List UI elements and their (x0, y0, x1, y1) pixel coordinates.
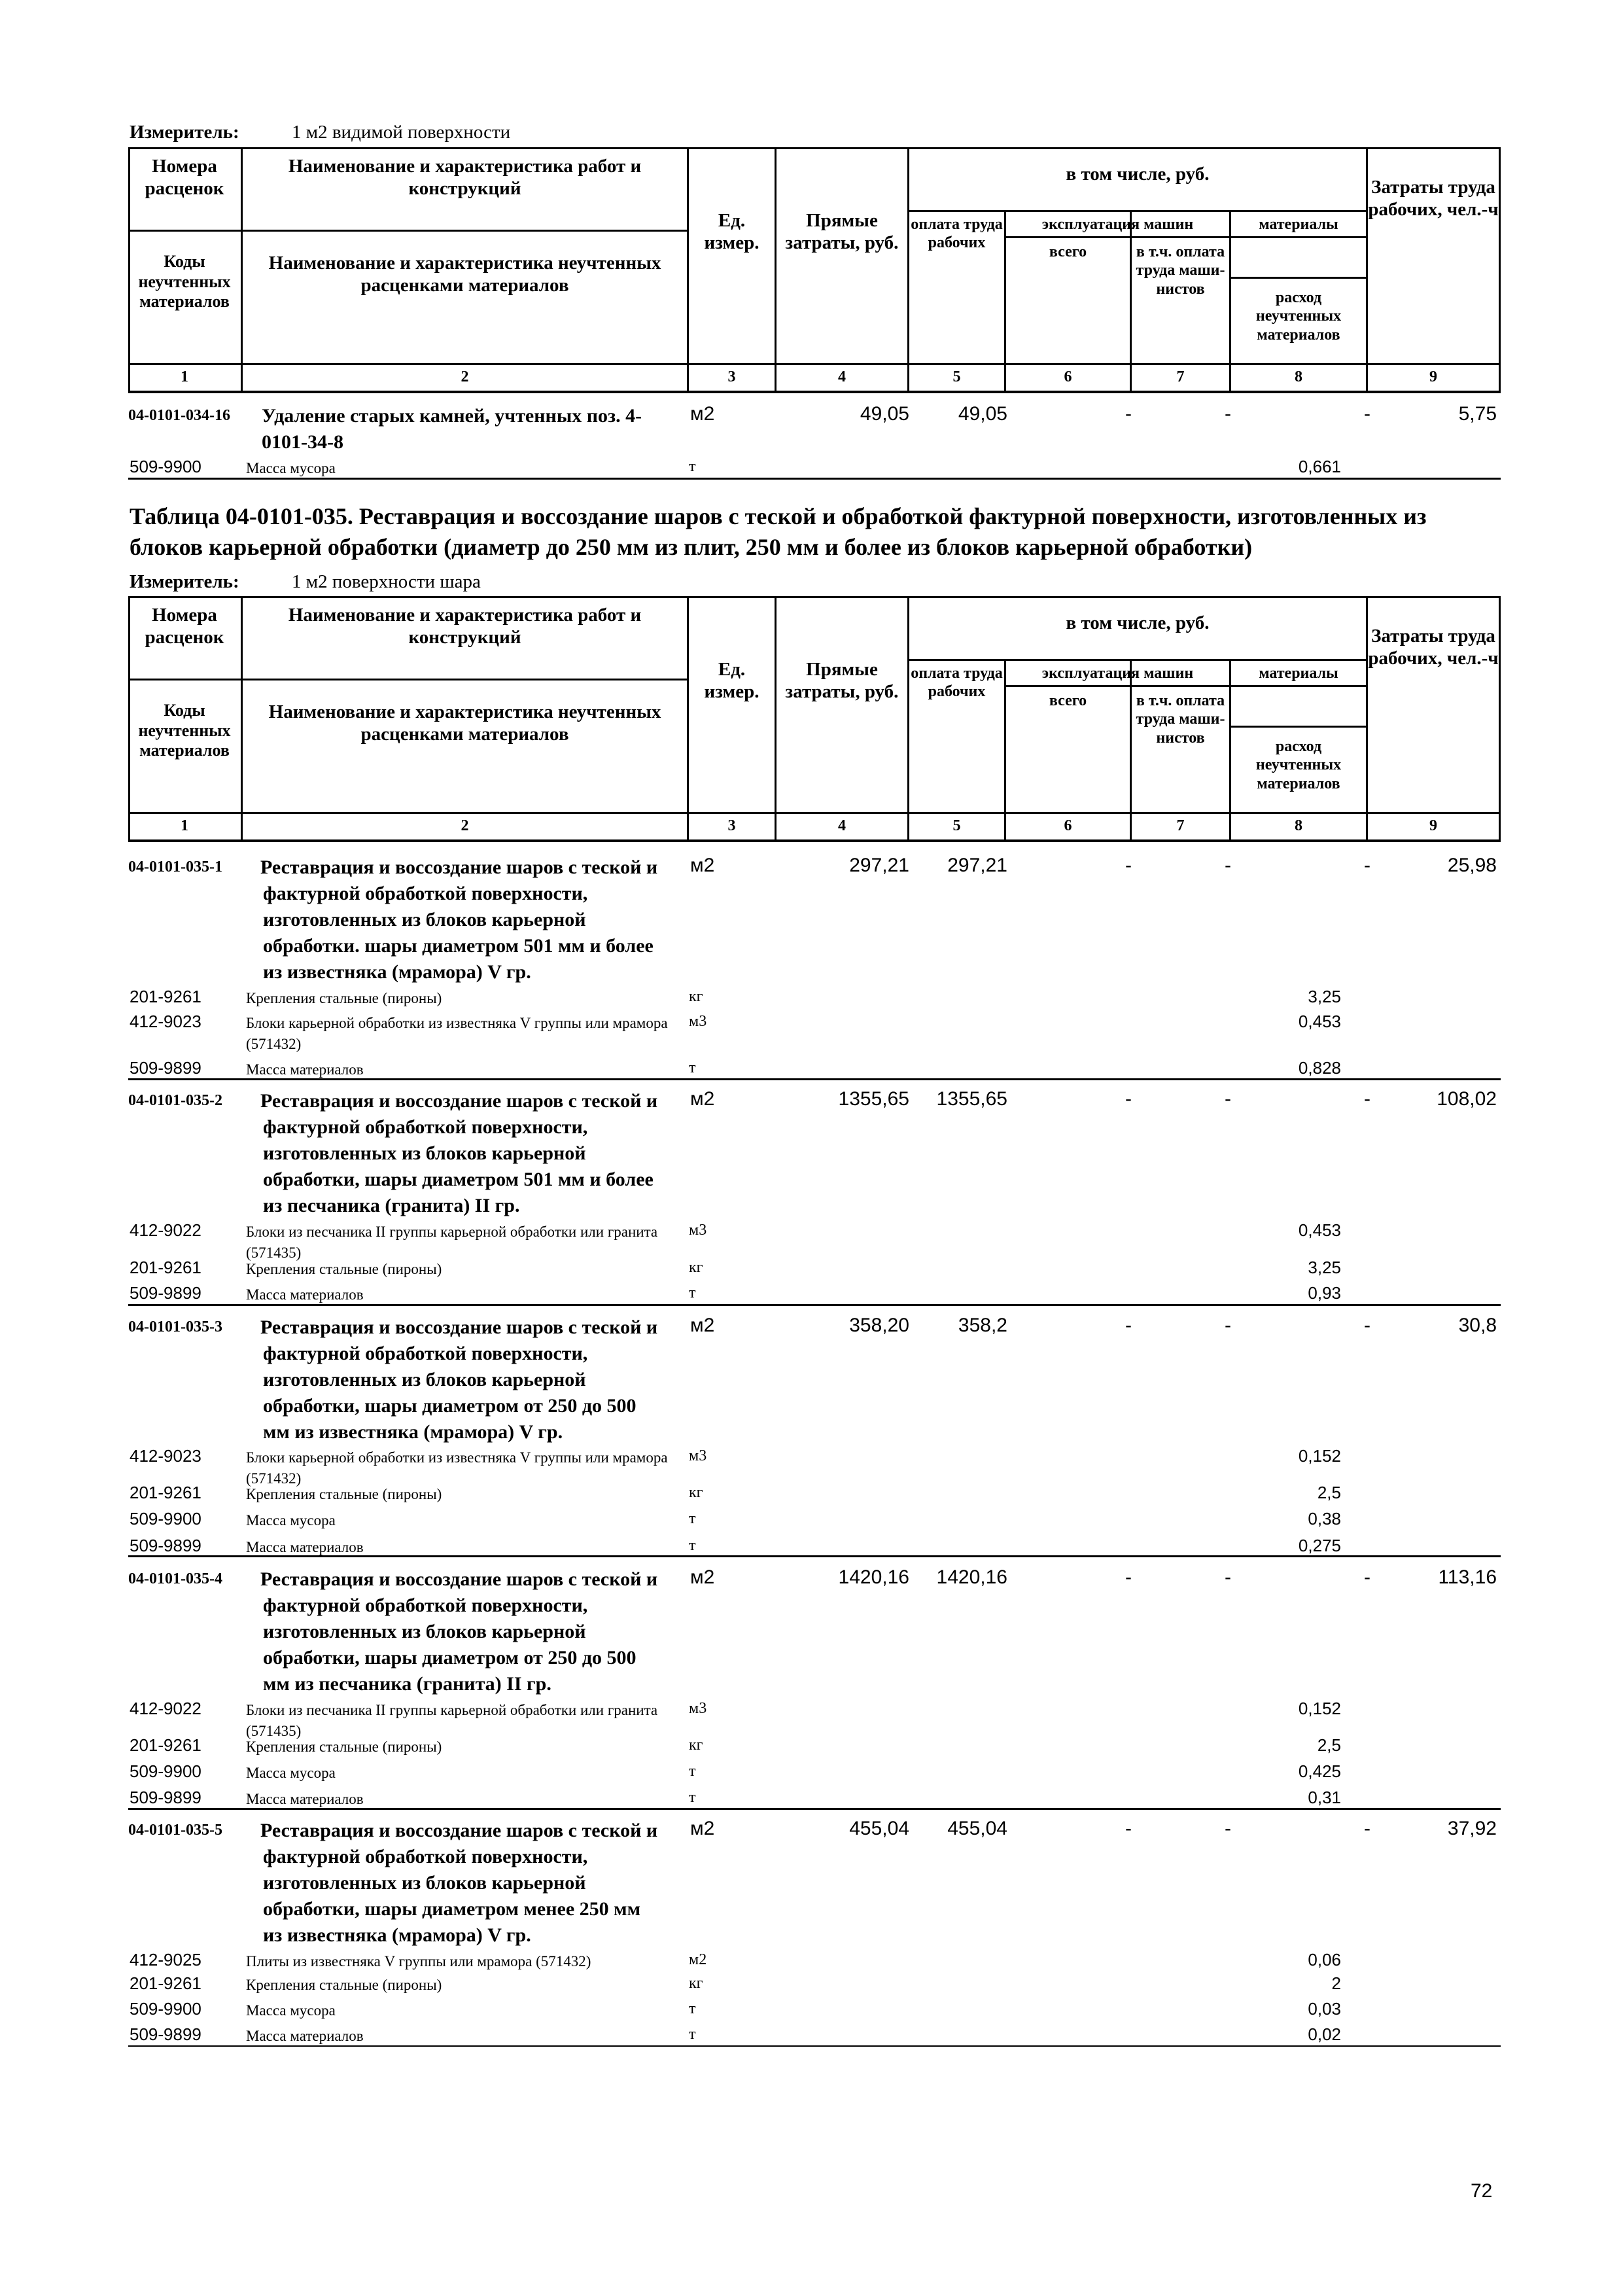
rate-name-line: мм из песчаника (гранита) II гр. (263, 1672, 551, 1695)
material-name: Блоки карьерной обработки из известняка V группы или мрамора (571432) (246, 1015, 668, 1053)
rate-name-line: обработки, шары диаметром 501 мм и более (263, 1168, 654, 1190)
h1-header-v-t-ch: в т.ч. оплата труда маши- нистов (1136, 243, 1225, 298)
material-qty: 0,02 (1308, 2024, 1341, 2044)
rate-code: 04-0101-035-5 (128, 1822, 222, 1839)
materials-cost: - (1364, 1566, 1370, 1588)
material-name: Масса материалов (246, 1539, 364, 1555)
h2-col-number: 8 (1295, 817, 1302, 834)
material-unit: м3 (689, 1700, 707, 1717)
material-name: Масса мусора (246, 1512, 336, 1528)
rate-name (260, 1088, 695, 1218)
direct-cost: 1420,16 (838, 1566, 909, 1588)
rate-unit: м2 (690, 855, 715, 876)
measure-value-1: 1 м2 видимой поверхности (292, 122, 511, 143)
table-rule (128, 230, 687, 232)
labor-pay: 455,04 (947, 1818, 1007, 1839)
table-rule (907, 659, 1366, 661)
rate-name-line: Реставрация и воссоздание шаров с теской и (260, 1316, 658, 1338)
material-qty: 0,828 (1298, 1058, 1341, 1078)
material-qty: 0,31 (1308, 1788, 1341, 1807)
material-qty: 0,661 (1298, 457, 1341, 476)
material-unit: кг (689, 1975, 703, 1992)
rate-name-line: обработки, шары диаметром от 250 до 500 (263, 1646, 637, 1669)
measure-line-2 (130, 571, 481, 593)
machine-total: - (1125, 1566, 1132, 1588)
machine-total: - (1125, 1818, 1132, 1839)
rate-code: 04-0101-035-1 (128, 858, 222, 875)
table-rule (1004, 211, 1006, 393)
rate-name-line: из известняка (мрамора) V гр. (263, 1924, 531, 1946)
h1-col-number: 8 (1295, 368, 1302, 385)
measure-value-2: 1 м2 поверхности шара (292, 571, 481, 592)
machine-pay: - (1225, 1088, 1231, 1110)
h2-header-zatraty: Затраты труда рабочих, чел.-ч (1368, 626, 1499, 669)
machine-pay: - (1225, 855, 1231, 876)
rate-name-line: обработки, шары диаметром менее 250 мм (263, 1898, 641, 1920)
material-unit: м3 (689, 1447, 707, 1464)
h1-header-ed-izm: Ед. измер. (704, 210, 759, 254)
material-qty: 2,5 (1317, 1735, 1341, 1755)
h1-header-naim-rabot: Наименование и характеристика работ и конструкций (288, 156, 642, 200)
material-code: 509-9899 (130, 2024, 201, 2044)
materials-cost: - (1364, 1818, 1370, 1839)
material-name: Крепления стальные (пироны) (246, 1486, 442, 1502)
h1-header-rashod: расход неучтенных материалов (1255, 289, 1342, 344)
material-unit: т (689, 1510, 696, 1527)
material-unit: кг (689, 1737, 703, 1754)
h2-col-number: 3 (727, 817, 736, 834)
material-name: Масса мусора (246, 460, 336, 476)
row-separator (128, 1078, 1501, 1080)
rate-code: 04-0101-035-3 (128, 1318, 222, 1335)
h1-header-ekspl: эксплуатация машин (1041, 216, 1194, 233)
materials-cost: - (1364, 1088, 1370, 1110)
machine-pay: - (1225, 1566, 1231, 1588)
h2-col-number: 9 (1429, 817, 1437, 834)
rate-name-line: изготовленных из блоков карьерной (263, 908, 586, 930)
rate-unit: м2 (690, 1315, 715, 1336)
machine-total: - (1125, 403, 1132, 425)
rate-unit: м2 (690, 1088, 715, 1110)
material-name: Масса материалов (246, 1061, 364, 1078)
h2-col-number: 6 (1064, 817, 1072, 834)
machine-total: - (1125, 1088, 1132, 1110)
rate-name-line: изготовленных из блоков карьерной (263, 1871, 586, 1894)
table-rule (128, 147, 1501, 149)
page-number: 72 (1471, 2180, 1493, 2202)
labor-hours: 108,02 (1437, 1088, 1497, 1110)
material-name: Крепления стальные (пироны) (246, 1739, 442, 1755)
labor-pay: 1355,65 (936, 1088, 1007, 1110)
table-bottom-rule (128, 2045, 1501, 2047)
material-unit: т (689, 1284, 696, 1301)
table-rule (128, 391, 1501, 393)
material-name: Блоки из песчаника II группы карьерной обработки или гранита (571435) (246, 1702, 658, 1740)
table-rule (128, 363, 1501, 365)
table-rule (775, 596, 777, 842)
h2-header-naim-mat: Наименование и характеристика неучтенных расценками материалов (268, 701, 661, 745)
labor-pay: 1420,16 (936, 1566, 1007, 1588)
h1-header-vsego: всего (1049, 243, 1087, 260)
direct-cost: 358,20 (849, 1315, 909, 1336)
table-rule (1499, 596, 1501, 842)
measure-label-1: Измеритель: (130, 122, 239, 143)
rate-name-line: Реставрация и воссоздание шаров с теской и (260, 1568, 658, 1590)
machine-pay: - (1225, 403, 1231, 425)
table-rule (775, 147, 777, 393)
material-unit: т (689, 1789, 696, 1806)
material-name: Масса материалов (246, 2028, 364, 2044)
material-code: 509-9900 (130, 1509, 201, 1528)
h2-header-nomera: Номера расценок (145, 605, 224, 648)
h1-col-number: 4 (838, 368, 846, 385)
h2-header-pryamye: Прямые затраты, руб. (785, 659, 899, 703)
row-separator (128, 1555, 1501, 1557)
material-qty: 2 (1331, 1973, 1341, 1993)
table-rule (128, 812, 1501, 814)
h1-header-materialy: материалы (1259, 216, 1338, 233)
row-separator (128, 478, 1501, 480)
rate-code: 04-0101-035-4 (128, 1570, 222, 1587)
labor-pay: 297,21 (947, 855, 1007, 876)
machine-pay: - (1225, 1315, 1231, 1336)
h2-header-v-tom-chisle: в том числе, руб. (1066, 612, 1210, 633)
rate-name (260, 1566, 695, 1697)
material-code: 412-9023 (130, 1012, 201, 1031)
h1-header-pryamye: Прямые затраты, руб. (785, 210, 899, 254)
material-code: 201-9261 (130, 1973, 201, 1993)
table-rule (128, 596, 1501, 598)
rate-name-line: изготовленных из блоков карьерной (263, 1620, 586, 1642)
h1-header-v-tom-chisle: в том числе, руб. (1066, 164, 1210, 185)
machine-total: - (1125, 1315, 1132, 1336)
h1-header-zatraty: Затраты труда рабочих, чел.-ч (1368, 177, 1499, 221)
material-qty: 0,152 (1298, 1699, 1341, 1718)
material-qty: 0,275 (1298, 1536, 1341, 1555)
rate-name-line: Реставрация и воссоздание шаров с теской и (260, 1820, 658, 1841)
table-rule (1004, 660, 1006, 842)
h1-col-number: 5 (952, 368, 961, 385)
table-rule (128, 839, 1501, 842)
h2-header-v-t-ch: в т.ч. оплата труда маши- нистов (1136, 692, 1225, 747)
labor-hours: 30,8 (1458, 1315, 1497, 1336)
material-name: Крепления стальные (пироны) (246, 1977, 442, 1993)
material-qty: 0,03 (1308, 1999, 1341, 2019)
rate-name-line: обработки. шары диаметром 501 мм и более (263, 934, 654, 957)
material-qty: 0,453 (1298, 1012, 1341, 1031)
material-name: Блоки карьерной обработки из известняка V группы или мрамора (571432) (246, 1449, 668, 1487)
rate-name-line: изготовленных из блоков карьерной (263, 1142, 586, 1164)
table-title: Таблица 04-0101-035. Реставрация и воссоздание шаров с теской и обработкой фактурной поверхности, изготовленных из блоков карьерной обработки (диаметр до 250 мм из плит, 250 мм и более из блоков карьерной обработки) (130, 503, 1427, 560)
table-rule (1229, 277, 1366, 279)
rate-unit: м2 (690, 1818, 715, 1839)
materials-cost: - (1364, 1315, 1370, 1336)
material-code: 509-9900 (130, 1761, 201, 1781)
h2-col-number: 4 (838, 817, 846, 834)
table-rule (687, 147, 689, 393)
rate-name-line: фактурной обработкой поверхности, (263, 1116, 588, 1138)
h2-col-number: 5 (952, 817, 961, 834)
table-rule (1229, 726, 1366, 728)
material-qty: 2,5 (1317, 1483, 1341, 1502)
material-code: 509-9899 (130, 1788, 201, 1807)
table-header-2 (128, 596, 1501, 842)
material-qty: 0,453 (1298, 1220, 1341, 1240)
material-name: Масса мусора (246, 1765, 336, 1781)
rate-name-line: мм из известняка (мрамора) V гр. (263, 1421, 563, 1443)
h2-header-rashod: расход неучтенных материалов (1255, 738, 1342, 792)
material-code: 509-9899 (130, 1058, 201, 1078)
material-unit: т (689, 458, 696, 475)
measure-label-2: Измеритель: (130, 571, 239, 592)
material-name: Масса материалов (246, 1286, 364, 1303)
measure-line-1 (130, 122, 511, 143)
material-unit: кг (689, 1259, 703, 1276)
rate-code: 04-0101-035-2 (128, 1092, 222, 1109)
material-unit: м2 (689, 1951, 707, 1968)
h2-header-oplata: оплата труда рабочих (911, 665, 1003, 701)
h2-header-kody: Коды неучтенных материалов (138, 701, 231, 760)
labor-hours: 25,98 (1447, 855, 1497, 876)
material-qty: 0,06 (1308, 1950, 1341, 1969)
direct-cost: 1355,65 (838, 1088, 909, 1110)
h1-col-number: 1 (181, 368, 188, 385)
h2-header-naim-rabot: Наименование и характеристика работ и конструкций (288, 605, 642, 648)
material-code: 412-9025 (130, 1950, 201, 1969)
material-name: Крепления стальные (пироны) (246, 1261, 442, 1277)
table-rule (1004, 685, 1366, 687)
machine-pay: - (1225, 1818, 1231, 1839)
material-name: Плиты из известняка V группы или мрамора (571432) (246, 1953, 591, 1969)
h1-header-nomera: Номера расценок (145, 156, 224, 200)
rate-name-line: фактурной обработкой поверхности, (263, 1594, 588, 1616)
material-unit: м3 (689, 1222, 707, 1239)
material-code: 201-9261 (130, 1483, 201, 1502)
material-code: 412-9022 (130, 1699, 201, 1718)
rate-unit: м2 (690, 1566, 715, 1588)
h2-col-number: 1 (181, 817, 188, 834)
h2-col-number: 7 (1176, 817, 1185, 834)
rate-name-line: обработки, шары диаметром от 250 до 500 (263, 1394, 637, 1417)
table-rule (1130, 660, 1132, 842)
h1-header-oplata: оплата труда рабочих (911, 216, 1003, 252)
direct-cost: 455,04 (849, 1818, 909, 1839)
material-qty: 0,38 (1308, 1509, 1341, 1528)
material-code: 201-9261 (130, 1735, 201, 1755)
material-qty: 0,152 (1298, 1446, 1341, 1466)
table-rule (1499, 147, 1501, 393)
rate-name: Удаление старых камней, учтенных поз. 4-0101-34-8 (262, 405, 642, 453)
h2-header-materialy: материалы (1259, 665, 1338, 682)
rate-name-line: фактурной обработкой поверхности, (263, 1845, 588, 1867)
row-separator (128, 1808, 1501, 1810)
material-unit: т (689, 1059, 696, 1076)
h2-header-vsego: всего (1049, 692, 1087, 709)
table-rule (1004, 236, 1366, 238)
material-name: Масса материалов (246, 1791, 364, 1807)
material-qty: 3,25 (1308, 1258, 1341, 1277)
material-code: 509-9900 (130, 1999, 201, 2019)
material-name: Масса мусора (246, 2002, 336, 2019)
h1-col-number: 6 (1064, 368, 1072, 385)
rate-name-line: из песчаника (гранита) II гр. (263, 1194, 520, 1216)
materials-cost: - (1364, 403, 1370, 425)
table-rule (1130, 211, 1132, 393)
material-qty: 0,93 (1308, 1283, 1341, 1303)
table-header-1 (128, 147, 1501, 393)
rate-name-line: Реставрация и воссоздание шаров с теской и (260, 857, 658, 878)
labor-pay: 358,2 (958, 1315, 1007, 1336)
h2-header-ekspl: эксплуатация машин (1041, 665, 1194, 682)
rate-name-line: фактурной обработкой поверхности, (263, 882, 588, 904)
material-qty: 3,25 (1308, 987, 1341, 1006)
material-name: Блоки из песчаника II группы карьерной обработки или гранита (571435) (246, 1224, 658, 1262)
labor-hours: 37,92 (1447, 1818, 1497, 1839)
rate-name-line: Реставрация и воссоздание шаров с теской и (260, 1090, 658, 1112)
material-code: 509-9900 (130, 457, 201, 476)
machine-total: - (1125, 855, 1132, 876)
direct-cost: 49,05 (860, 403, 909, 425)
h1-header-kody: Коды неучтенных материалов (138, 252, 231, 311)
material-unit: т (689, 1763, 696, 1780)
table-rule (687, 596, 689, 842)
rate-name (260, 1818, 695, 1948)
h1-col-number: 2 (461, 368, 469, 385)
rate-name-line: фактурной обработкой поверхности, (263, 1342, 588, 1364)
material-code: 201-9261 (130, 987, 201, 1006)
material-code: 412-9022 (130, 1220, 201, 1240)
material-unit: м3 (689, 1013, 707, 1030)
h2-header-ed-izm: Ед. измер. (704, 659, 759, 703)
h1-col-number: 3 (727, 368, 736, 385)
material-code: 201-9261 (130, 1258, 201, 1277)
material-unit: т (689, 2000, 696, 2017)
rate-name-line: изготовленных из блоков карьерной (263, 1368, 586, 1390)
row-separator (128, 1304, 1501, 1306)
material-unit: т (689, 1537, 696, 1554)
rate-unit: м2 (690, 403, 715, 425)
labor-hours: 113,16 (1438, 1566, 1497, 1588)
labor-hours: 5,75 (1458, 403, 1497, 425)
h1-col-number: 9 (1429, 368, 1437, 385)
material-unit: т (689, 2026, 696, 2043)
materials-cost: - (1364, 855, 1370, 876)
material-unit: кг (689, 1484, 703, 1501)
rate-name-line: из известняка (мрамора) V гр. (263, 961, 531, 983)
rate-name (260, 1315, 695, 1445)
material-code: 509-9899 (130, 1536, 201, 1555)
h1-header-naim-mat: Наименование и характеристика неучтенных расценками материалов (268, 253, 661, 296)
h2-col-number: 2 (461, 817, 469, 834)
rate-name (260, 855, 695, 985)
table-rule (128, 679, 687, 680)
h1-col-number: 7 (1176, 368, 1185, 385)
material-qty: 0,425 (1298, 1761, 1341, 1781)
material-code: 412-9023 (130, 1446, 201, 1466)
rate-code: 04-0101-034-16 (128, 407, 230, 424)
material-code: 509-9899 (130, 1283, 201, 1303)
direct-cost: 297,21 (849, 855, 909, 876)
labor-pay: 49,05 (958, 403, 1007, 425)
table-rule (907, 210, 1366, 212)
material-name: Крепления стальные (пироны) (246, 990, 442, 1006)
material-unit: кг (689, 988, 703, 1005)
